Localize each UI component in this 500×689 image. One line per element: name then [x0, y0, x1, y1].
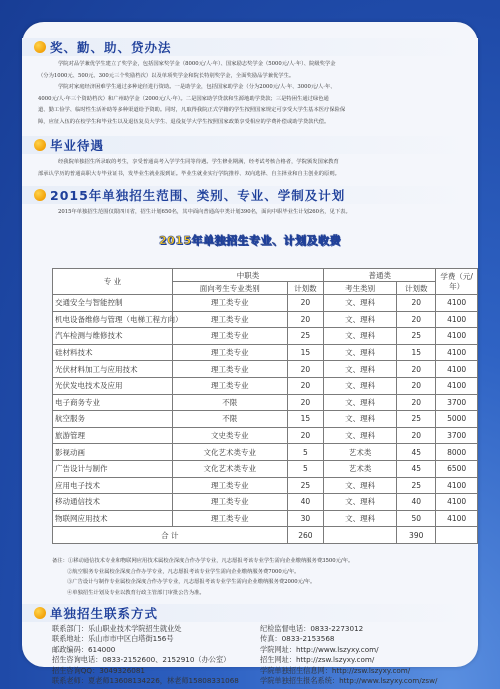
- paragraph-line: 经我院单独招生所录取的考生，享受普通高考入学学生同等待遇。学生修业期满，经考试考核合格者，学院颁发国家教育: [58, 159, 339, 165]
- cell-fee: 5000: [436, 411, 478, 428]
- cell-gen-category: 艺术类: [324, 444, 397, 461]
- note-line: ②航空服务专业属校企深度合作办学专业，凡志愿报考该专业学生需向企业缴纳服务费7000元/年。: [67, 568, 300, 575]
- cell-fee: 3700: [436, 394, 478, 411]
- cell-gen-category: 文、理科: [324, 295, 397, 312]
- cell-gen-category: 文、理科: [324, 427, 397, 444]
- cell-voc-count: 20: [287, 377, 324, 394]
- header-fee: 学费（元/年）: [436, 269, 478, 295]
- contact-registration-website[interactable]: 学院单独招生报名系统：http://www.lszyxy.com/zsw/: [260, 676, 438, 686]
- plan-section: [22, 186, 478, 219]
- contact-row: [52, 666, 478, 676]
- cell-gen-category: 文、理科: [324, 510, 397, 527]
- cell-major: 航空服务: [53, 411, 173, 428]
- cell-fee: 4100: [436, 328, 478, 345]
- cell-major: 应用电子技术: [53, 477, 173, 494]
- table-row: [53, 477, 478, 494]
- cell-voc-count: 15: [287, 411, 324, 428]
- scholarship-paragraph: [22, 59, 478, 128]
- header-voc-count: 计划数: [287, 282, 324, 295]
- contact-info-website[interactable]: 学院单独招生信息网：http://zsw.lszyxy.com/: [260, 665, 411, 675]
- plan-paragraph: [22, 207, 478, 219]
- table-header-row: [53, 269, 478, 282]
- cell-voc-category: 文史类专业: [172, 427, 287, 444]
- cell-gen-category: 文、理科: [324, 411, 397, 428]
- contact-row: [52, 645, 478, 655]
- cell-gen-count: 20: [397, 427, 436, 444]
- total-empty-cell: [324, 527, 397, 544]
- cell-major: 广告设计与制作: [53, 460, 173, 477]
- cell-fee: 4100: [436, 377, 478, 394]
- scholarship-section-header: [22, 38, 478, 56]
- cell-gen-count: 20: [397, 394, 436, 411]
- cell-voc-category: 文化艺术类专业: [172, 444, 287, 461]
- employment-section: [22, 136, 478, 180]
- scholarship-section-title: 奖、勤、助、贷办法: [50, 40, 172, 55]
- cell-gen-category: 文、理科: [324, 361, 397, 378]
- contact-section: [22, 604, 478, 622]
- note-line: ③广告设计与制作专业属校企深度合作办学专业，凡志愿报考该专业学生需向企业缴纳服务费2000元/年。: [67, 579, 316, 585]
- table-row: [53, 361, 478, 378]
- table-row: [53, 510, 478, 527]
- cell-major: 交通安全与智能控制: [53, 295, 173, 312]
- table-row: [53, 427, 478, 444]
- bullet-icon: [34, 189, 46, 201]
- cell-major: 硅材料技术: [53, 344, 173, 361]
- contact-qq: 招生咨询QQ：3049326081: [52, 665, 145, 675]
- cell-gen-category: 艺术类: [324, 460, 397, 477]
- cell-fee: 8000: [436, 444, 478, 461]
- bullet-icon: [34, 607, 46, 619]
- cell-voc-count: 20: [287, 394, 324, 411]
- note-line: ④单独招生计划及专业以教育行政主管部门审批公告为准。: [67, 589, 205, 596]
- cell-gen-count: 20: [397, 311, 436, 328]
- bullet-icon: [34, 139, 46, 151]
- cell-fee: 4100: [436, 311, 478, 328]
- cell-gen-category: 文、理科: [324, 344, 397, 361]
- cell-voc-category: 理工类专业: [172, 494, 287, 511]
- table-row: [53, 411, 478, 428]
- cell-voc-count: 40: [287, 494, 324, 511]
- cell-gen-count: 15: [397, 344, 436, 361]
- cell-gen-category: 文、理科: [324, 477, 397, 494]
- cell-voc-count: 20: [287, 295, 324, 312]
- paragraph-line: 4000元/人·年三个资助档次）和广州助学金（2000元/人·年）。二是国家助学贷款和生源地助学贷款；三是特困生通过绿色通: [38, 95, 329, 102]
- paragraph-line: 2015年单独招生范围仅限四川省，招生计划650名，其中面向普通高中类计划390名，面向中职毕业生计划260名，见下表。: [58, 209, 351, 215]
- header-gen-category: 考生类别: [324, 282, 397, 295]
- contact-supervision-phone: 纪检监督电话：0833-2273012: [260, 624, 364, 633]
- content-card: [22, 22, 478, 686]
- total-gen-count: 390: [397, 527, 436, 544]
- cell-gen-count: 45: [397, 444, 436, 461]
- paragraph-line: 学院对家庭经济困难学生通过多种途径进行资助。一是助学金，包括国家助学金（分为2000元/人·年、3000元/人·年、: [58, 84, 336, 90]
- contact-college-website[interactable]: 学院网址：http://www.lszyxy.com/: [260, 644, 379, 654]
- cell-gen-count: 25: [397, 411, 436, 428]
- cell-gen-category: 文、理科: [324, 394, 397, 411]
- cell-fee: 4100: [436, 510, 478, 527]
- paragraph-line: （分为1000元、500元、300元三个奖励档次）以及单项奖学金和院长特别奖学金，全面奖励品学兼优学生。: [38, 72, 295, 79]
- total-voc-count: 260: [287, 527, 324, 544]
- cell-voc-count: 15: [287, 344, 324, 361]
- paragraph-line: 学院对品学兼优学生建立了奖学金，包括国家奖学金（8000元/人·年）、国家励志奖学金（5000元/人·年）、院级奖学金: [58, 61, 336, 67]
- cell-major: 机电设备维修与管理（电梯工程方向）: [53, 311, 173, 328]
- cell-fee: 6500: [436, 460, 478, 477]
- plan-section-header: [22, 186, 478, 204]
- cell-voc-count: 20: [287, 361, 324, 378]
- cell-gen-count: 20: [397, 377, 436, 394]
- cell-fee: 4100: [436, 477, 478, 494]
- cell-voc-count: 20: [287, 311, 324, 328]
- enrollment-plan-table: [52, 268, 478, 544]
- cell-voc-category: 文化艺术类专业: [172, 460, 287, 477]
- table-total-row: [53, 527, 478, 544]
- cell-voc-count: 5: [287, 460, 324, 477]
- employment-section-header: [22, 136, 478, 154]
- cell-gen-category: 文、理科: [324, 377, 397, 394]
- header-vocational: 中职类: [172, 269, 323, 282]
- contact-section-header: [22, 604, 478, 622]
- table-row: [53, 394, 478, 411]
- table-row: [53, 460, 478, 477]
- cell-gen-category: 文、理科: [324, 328, 397, 345]
- contact-row: [52, 676, 478, 686]
- cell-voc-category: 理工类专业: [172, 361, 287, 378]
- header-general: 普通类: [324, 269, 436, 282]
- plan-section-title: 2015年单独招生范围、类别、专业、学制及计划: [50, 188, 346, 203]
- table-row: [53, 295, 478, 312]
- cell-fee: 4100: [436, 361, 478, 378]
- bullet-icon: [34, 41, 46, 53]
- header-gen-count: 计划数: [397, 282, 436, 295]
- table-row: [53, 311, 478, 328]
- contact-phone: 招生咨询电话：0833-2152600、2152910（办公室）: [52, 655, 231, 665]
- cell-voc-category: 理工类专业: [172, 328, 287, 345]
- header-major: 专 业: [53, 269, 173, 295]
- contact-department: 联系部门：乐山职业技术学院招生就业处: [52, 624, 182, 633]
- table-row: [53, 344, 478, 361]
- employment-section-title: 毕业待遇: [50, 138, 105, 153]
- cell-voc-category: 不限: [172, 394, 287, 411]
- cell-voc-count: 30: [287, 510, 324, 527]
- total-label: 合 计: [53, 527, 288, 544]
- paragraph-line: 障，应征入伍的在校学生和毕业生以及退伍复员大学生、退役复学大学生按照国家政策享受相应的学费补偿或助学贷款代偿。: [38, 118, 330, 125]
- contact-row: [52, 624, 478, 634]
- contact-fax: 传真：0833-2153568: [260, 634, 335, 644]
- cell-major: 光伏发电技术及应用: [53, 377, 173, 394]
- total-empty-cell: [436, 527, 478, 544]
- table-title: 2015年单独招生专业、计划及收费: [158, 234, 342, 247]
- contact-info: [52, 624, 478, 686]
- cell-fee: 4100: [436, 295, 478, 312]
- table-row: [53, 328, 478, 345]
- contact-admission-website[interactable]: 招生网址：http://zsw.lszyxy.com/: [260, 655, 375, 665]
- cell-voc-category: 理工类专业: [172, 344, 287, 361]
- cell-major: 光伏材料加工与应用技术: [53, 361, 173, 378]
- table-row: [53, 444, 478, 461]
- cell-gen-count: 50: [397, 510, 436, 527]
- cell-gen-count: 25: [397, 477, 436, 494]
- cell-gen-count: 45: [397, 460, 436, 477]
- cell-voc-count: 25: [287, 328, 324, 345]
- cell-voc-count: 5: [287, 444, 324, 461]
- cell-major: 物联网应用技术: [53, 510, 173, 527]
- contact-teachers: 联系老师：夏老师13608134226，林老师15808331068: [52, 676, 239, 686]
- cell-gen-count: 20: [397, 361, 436, 378]
- cell-gen-category: 文、理科: [324, 311, 397, 328]
- notes-block: [52, 556, 472, 598]
- contact-postcode: 邮政编码：614000: [52, 644, 116, 654]
- cell-major: 电子商务专业: [53, 394, 173, 411]
- contact-address: 联系地址：乐山市市中区白塔街156号: [52, 634, 174, 644]
- paragraph-line: 道、勤工俭学、临时性生活补助等多种渠道给予资助。同时，凡取得我院正式学籍的学生按照国家规定可享受大学生基本医疗保险保: [38, 107, 346, 113]
- cell-fee: 4100: [436, 344, 478, 361]
- cell-major: 旅游管理: [53, 427, 173, 444]
- cell-major: 移动通信技术: [53, 494, 173, 511]
- contact-section-title: 单独招生联系方式: [50, 606, 159, 621]
- paragraph-line: 部承认学历的普通高职大专毕业证书，发毕业生就业报到证。毕业生就业实行学院推荐、双向选择、自主择业和自主创业的原则。: [38, 170, 340, 177]
- cell-voc-category: 理工类专业: [172, 477, 287, 494]
- contact-row: [52, 634, 478, 644]
- cell-voc-category: 不限: [172, 411, 287, 428]
- cell-major: 汽车检测与维修技术: [53, 328, 173, 345]
- header-voc-category: 面向考生专业类别: [172, 282, 287, 295]
- scholarship-section: [22, 38, 478, 128]
- employment-paragraph: [22, 157, 478, 180]
- cell-gen-category: 文、理科: [324, 494, 397, 511]
- note-line: 备注：①移动通信技术专业和物联网应用技术属校企深度合作办学专业，凡志愿报考该专业学生需向企业缴纳服务费3500元/年。: [52, 558, 354, 564]
- cell-gen-count: 20: [397, 295, 436, 312]
- cell-voc-count: 20: [287, 427, 324, 444]
- cell-voc-category: 理工类专业: [172, 377, 287, 394]
- cell-gen-count: 25: [397, 328, 436, 345]
- table-row: [53, 494, 478, 511]
- cell-voc-count: 25: [287, 477, 324, 494]
- cell-voc-category: 理工类专业: [172, 311, 287, 328]
- cell-gen-count: 40: [397, 494, 436, 511]
- cell-voc-category: 理工类专业: [172, 510, 287, 527]
- cell-fee: 4100: [436, 494, 478, 511]
- cell-voc-category: 理工类专业: [172, 295, 287, 312]
- cell-fee: 3700: [436, 427, 478, 444]
- cell-major: 影视动画: [53, 444, 173, 461]
- table-row: [53, 377, 478, 394]
- contact-row: [52, 655, 478, 665]
